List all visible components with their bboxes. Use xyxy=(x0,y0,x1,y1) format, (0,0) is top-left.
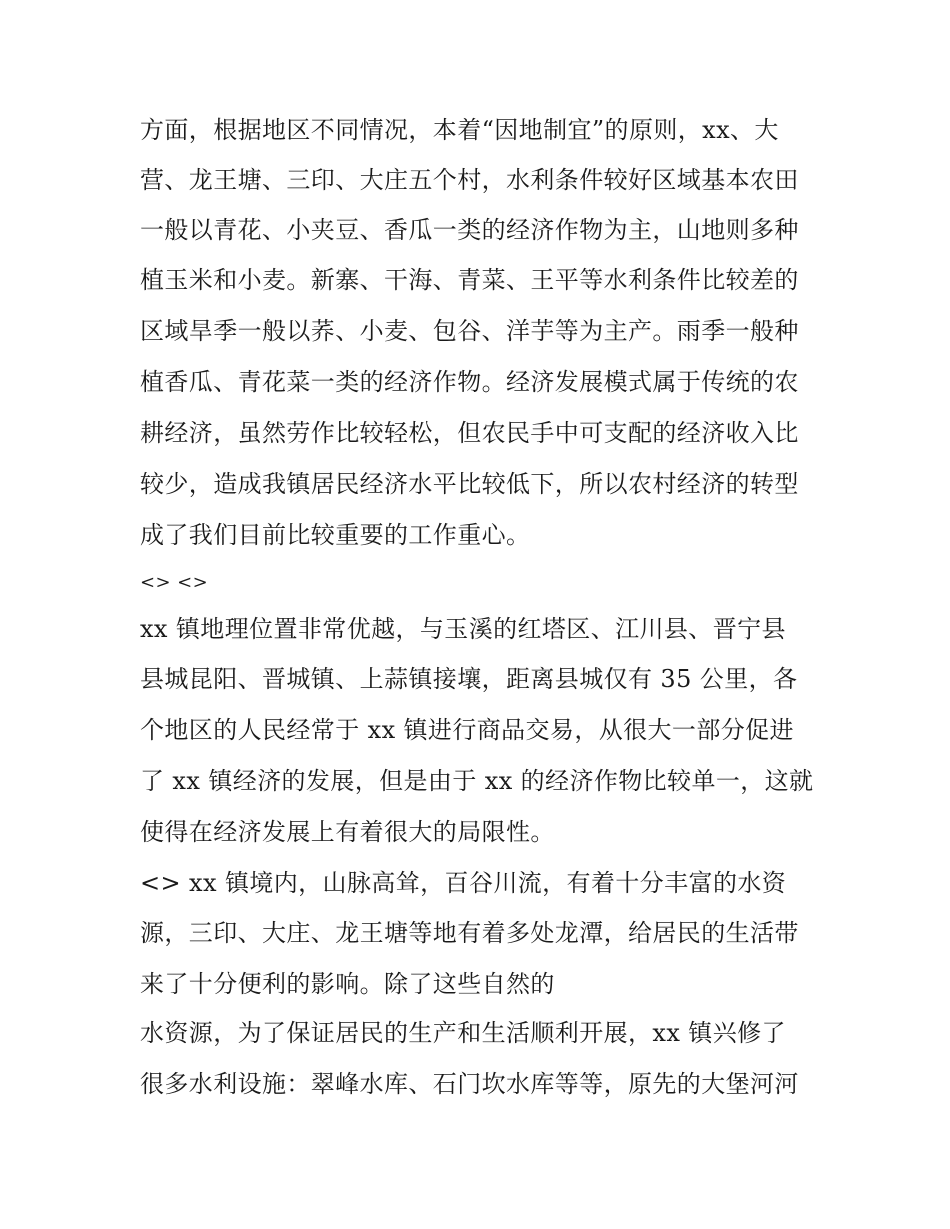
text-line: 了 xx 镇经济的发展，但是由于 xx 的经济作物比较单一，这就 xyxy=(140,767,814,795)
text-line: xx 镇地理位置非常优越，与玉溪的红塔区、江川县、晋宁县 xyxy=(140,615,786,643)
text-line: 源，三印、大庄、龙王塘等地有着多处龙潭，给居民的生活带 xyxy=(140,919,799,947)
text-line: 水资源，为了保证居民的生产和生活顺利开展，xx 镇兴修了 xyxy=(140,1019,786,1047)
text-line: 来了十分便利的影响。除了这些自然的 xyxy=(140,970,555,998)
text-line: 营、龙王塘、三印、大庄五个村，水利条件较好区域基本农田 xyxy=(140,166,799,194)
text-line: <> xx 镇境内，山脉高耸，百谷川流，有着十分丰富的水资 xyxy=(140,869,787,897)
text-line: 使得在经济发展上有着很大的局限性。 xyxy=(140,818,555,846)
text-line: 县城昆阳、晋城镇、上蒜镇接壤，距离县城仅有 35 公里，各 xyxy=(140,665,798,693)
text-line: 植香瓜、青花菜一类的经济作物。经济发展模式属于传统的农 xyxy=(140,368,799,396)
text-line: 很多水利设施：翠峰水库、石门坎水库等等，原先的大堡河河 xyxy=(140,1070,799,1098)
text-line: 区域旱季一般以荞、小麦、包谷、洋芋等为主产。雨季一般种 xyxy=(140,317,799,345)
text-line: 成了我们目前比较重要的工作重心。 xyxy=(140,521,531,549)
text-line: <> <> xyxy=(140,572,209,593)
text-line: 耕经济，虽然劳作比较轻松，但农民手中可支配的经济收入比 xyxy=(140,419,799,447)
text-line: 方面，根据地区不同情况，本着“因地制宜”的原则，xx、大 xyxy=(140,116,779,144)
text-line: 较少，造成我镇居民经济水平比较低下，所以农村经济的转型 xyxy=(140,470,799,498)
text-line: 个地区的人民经常于 xx 镇进行商品交易，从很大一部分促进 xyxy=(140,716,794,744)
text-line: 一般以青花、小夹豆、香瓜一类的经济作物为主，山地则多种 xyxy=(140,216,799,244)
text-line: 植玉米和小麦。新寨、干海、青菜、王平等水利条件比较差的 xyxy=(140,266,799,294)
